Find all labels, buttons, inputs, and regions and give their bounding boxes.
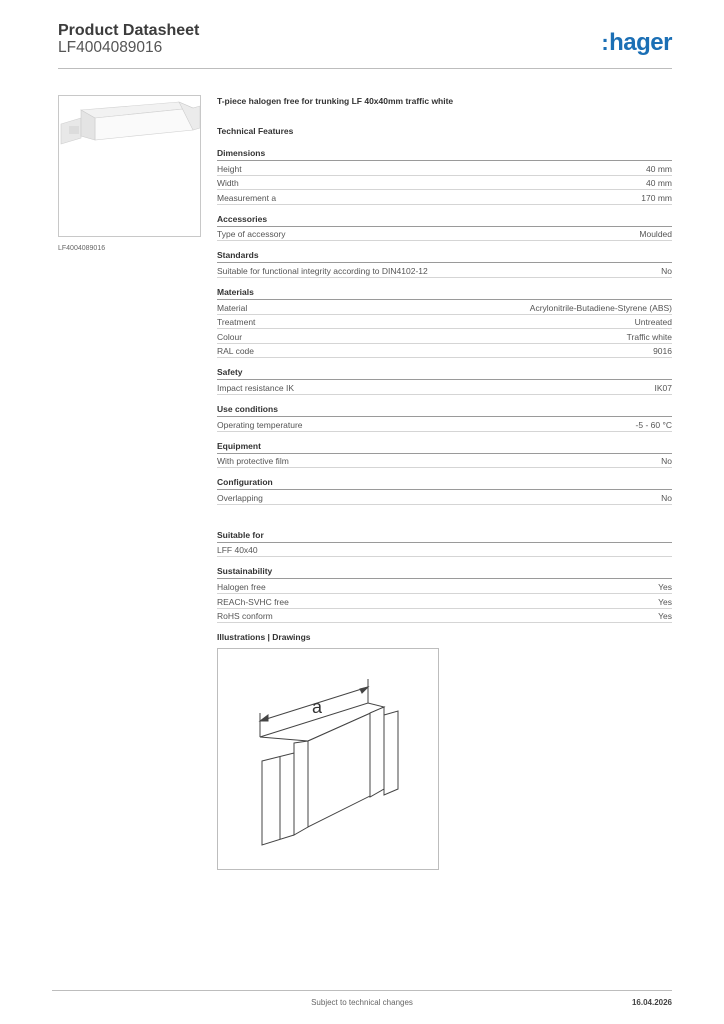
spec-row <box>217 263 672 278</box>
spec-row <box>217 227 672 242</box>
spec-value: Yes <box>658 596 672 607</box>
section-gap <box>217 514 672 530</box>
spec-section <box>217 287 672 358</box>
spec-value: No <box>661 265 672 276</box>
section-title: Equipment <box>217 441 672 454</box>
spec-value: Acrylonitrile-Butadiene-Styrene (ABS) <box>529 302 672 313</box>
spec-section <box>217 441 672 469</box>
section-title: Accessories <box>217 214 672 227</box>
spec-section <box>217 404 672 432</box>
spec-value: -5 - 60 °C <box>635 419 672 430</box>
section-title: Configuration <box>217 477 672 490</box>
hager-logo: :hager <box>601 29 672 56</box>
spec-label: Width <box>217 178 239 189</box>
spec-content <box>217 96 672 870</box>
spec-value: 9016 <box>653 346 672 357</box>
spec-section <box>217 148 672 205</box>
spec-label: Halogen free <box>217 581 266 592</box>
section-title: Suitable for <box>217 530 672 543</box>
spec-section <box>217 214 672 242</box>
spec-sections-secondary <box>217 530 672 623</box>
spec-value: Yes <box>658 581 672 592</box>
spec-row <box>217 190 672 205</box>
spec-label: With protective film <box>217 456 289 467</box>
photo-caption: LF4004089016 <box>58 245 106 252</box>
spec-row <box>217 490 672 505</box>
spec-label: Overlapping <box>217 492 263 503</box>
spec-value: 40 mm <box>646 178 672 189</box>
section-title: Standards <box>217 250 672 263</box>
spec-label: RAL code <box>217 346 255 357</box>
spec-value: IK07 <box>654 382 672 393</box>
spec-row <box>217 543 672 558</box>
spec-label: Material <box>217 302 248 313</box>
spec-value: Traffic white <box>626 331 672 342</box>
spec-row <box>217 161 672 176</box>
technical-drawing <box>217 648 439 870</box>
spec-section <box>217 250 672 278</box>
spec-section <box>217 530 672 558</box>
spec-row <box>217 454 672 469</box>
product-code: LF4004089016 <box>58 39 163 56</box>
header-divider <box>58 68 672 69</box>
drawings-heading: Illustrations | Drawings <box>217 632 311 643</box>
section-title: Sustainability <box>217 566 672 579</box>
technical-features-heading: Technical Features <box>217 126 294 136</box>
spec-label: Treatment <box>217 317 256 328</box>
spec-sections <box>217 148 672 505</box>
spec-row <box>217 380 672 395</box>
spec-label: Type of accessory <box>217 229 286 240</box>
section-title: Safety <box>217 367 672 380</box>
spec-value: 40 mm <box>646 163 672 174</box>
spec-label: RoHS conform <box>217 611 273 622</box>
spec-row <box>217 417 672 432</box>
spec-row <box>217 329 672 344</box>
spec-value: No <box>661 456 672 467</box>
footer-note: Subject to technical changes <box>311 998 413 1007</box>
spec-section <box>217 477 672 505</box>
spec-row <box>217 176 672 191</box>
logo-text: hager <box>609 29 672 56</box>
drawing-image <box>218 649 438 869</box>
section-title: Dimensions <box>217 148 672 161</box>
spec-section <box>217 367 672 395</box>
spec-row <box>217 315 672 330</box>
spec-value: Untreated <box>634 317 672 328</box>
product-photo <box>58 95 201 237</box>
footer-date: 16.04.2026 <box>631 998 672 1007</box>
section-title: Materials <box>217 287 672 300</box>
spec-row <box>217 300 672 315</box>
spec-row <box>217 594 672 609</box>
spec-label: Measurement a <box>217 192 277 203</box>
spec-row <box>217 609 672 624</box>
spec-label: Impact resistance IK <box>217 382 295 393</box>
spec-label: Colour <box>217 331 243 342</box>
spec-label: Height <box>217 163 242 174</box>
spec-label: Operating temperature <box>217 419 303 430</box>
section-title: Use conditions <box>217 404 672 417</box>
spec-row <box>217 579 672 594</box>
spec-row <box>217 344 672 359</box>
spec-value: No <box>661 492 672 503</box>
page-title: Product Datasheet <box>58 22 200 39</box>
product-photo-image <box>59 96 200 236</box>
spec-label: LFF 40x40 <box>217 545 258 556</box>
spec-value: Moulded <box>639 229 672 240</box>
spec-label: Suitable for functional integrity according to DIN4102-12 <box>217 265 428 276</box>
spec-section <box>217 566 672 623</box>
product-title: T-piece halogen free for trunking LF 40x40mm traffic white <box>217 96 454 106</box>
footer-divider <box>52 990 672 991</box>
dimension-label-a: a <box>312 697 323 718</box>
spec-value: 170 mm <box>641 192 672 203</box>
spec-value: Yes <box>658 611 672 622</box>
spec-label: REACh-SVHC free <box>217 596 289 607</box>
